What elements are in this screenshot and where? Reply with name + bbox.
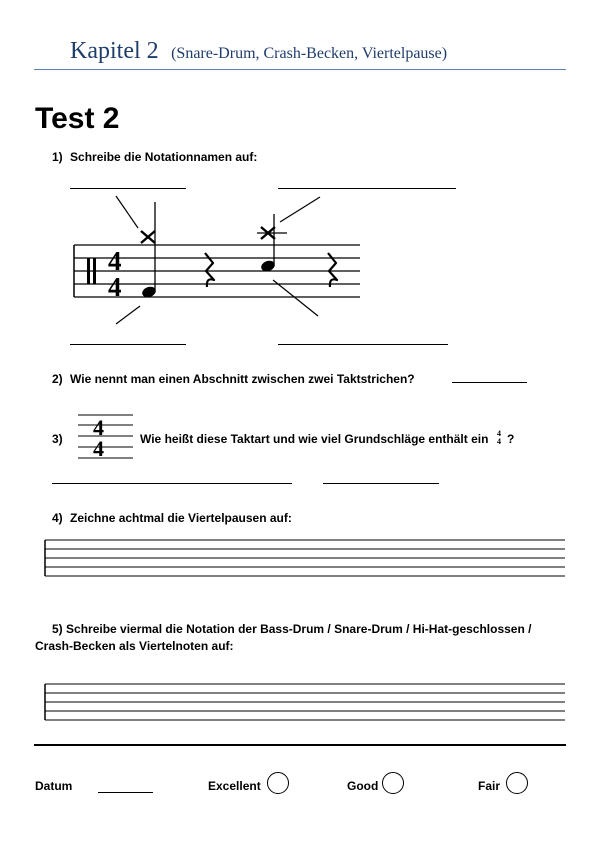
date-field[interactable] <box>98 792 153 793</box>
q3-inline-time-bottom: 4 <box>497 437 501 446</box>
question-3-number: 3) <box>52 432 63 446</box>
test-title: Test 2 <box>35 102 120 135</box>
question-4-number: 4) <box>52 511 63 525</box>
rating-good-checkbox[interactable] <box>382 772 404 794</box>
rating-good-label: Good <box>347 779 379 793</box>
question-3-suffix: ? <box>507 432 515 446</box>
rating-excellent-checkbox[interactable] <box>267 772 289 794</box>
date-label: Datum <box>35 779 73 793</box>
chapter-title: Kapitel 2 <box>70 38 159 64</box>
q3-inline-time-top: 4 <box>497 429 501 438</box>
chapter-topics: (Snare-Drum, Crash-Becken, Viertelpause) <box>171 45 448 62</box>
question-2-text: Wie nennt man einen Abschnitt zwischen zwei Taktstrichen? <box>70 372 415 386</box>
time-signature-bottom: 4 <box>108 272 122 302</box>
rating-excellent-label: Excellent <box>208 779 261 793</box>
question-4-text: Zeichne achtmal die Viertelpausen auf: <box>70 511 292 525</box>
question-1-text: Schreibe die Notationnamen auf: <box>70 150 258 164</box>
q3-time-signature-top: 4 <box>93 415 104 440</box>
question-3-text: Wie heißt diese Taktart und wie viel Grundschläge enthält ein <box>140 432 489 446</box>
question-5-number: 5) <box>52 622 63 636</box>
question-2-number: 2) <box>52 372 63 386</box>
footer-divider <box>34 744 566 746</box>
q3-time-signature-bottom: 4 <box>93 436 104 461</box>
rating-fair-label: Fair <box>478 779 501 793</box>
rating-fair-checkbox[interactable] <box>506 772 528 794</box>
question-5-text-1: Schreibe viermal die Notation der Bass-Drum / Snare-Drum / Hi-Hat-geschlossen / <box>66 622 532 636</box>
question-5-text-2: Crash-Becken als Viertelnoten auf: <box>35 639 234 653</box>
question-1-number: 1) <box>52 150 63 164</box>
time-signature-top: 4 <box>108 246 122 276</box>
